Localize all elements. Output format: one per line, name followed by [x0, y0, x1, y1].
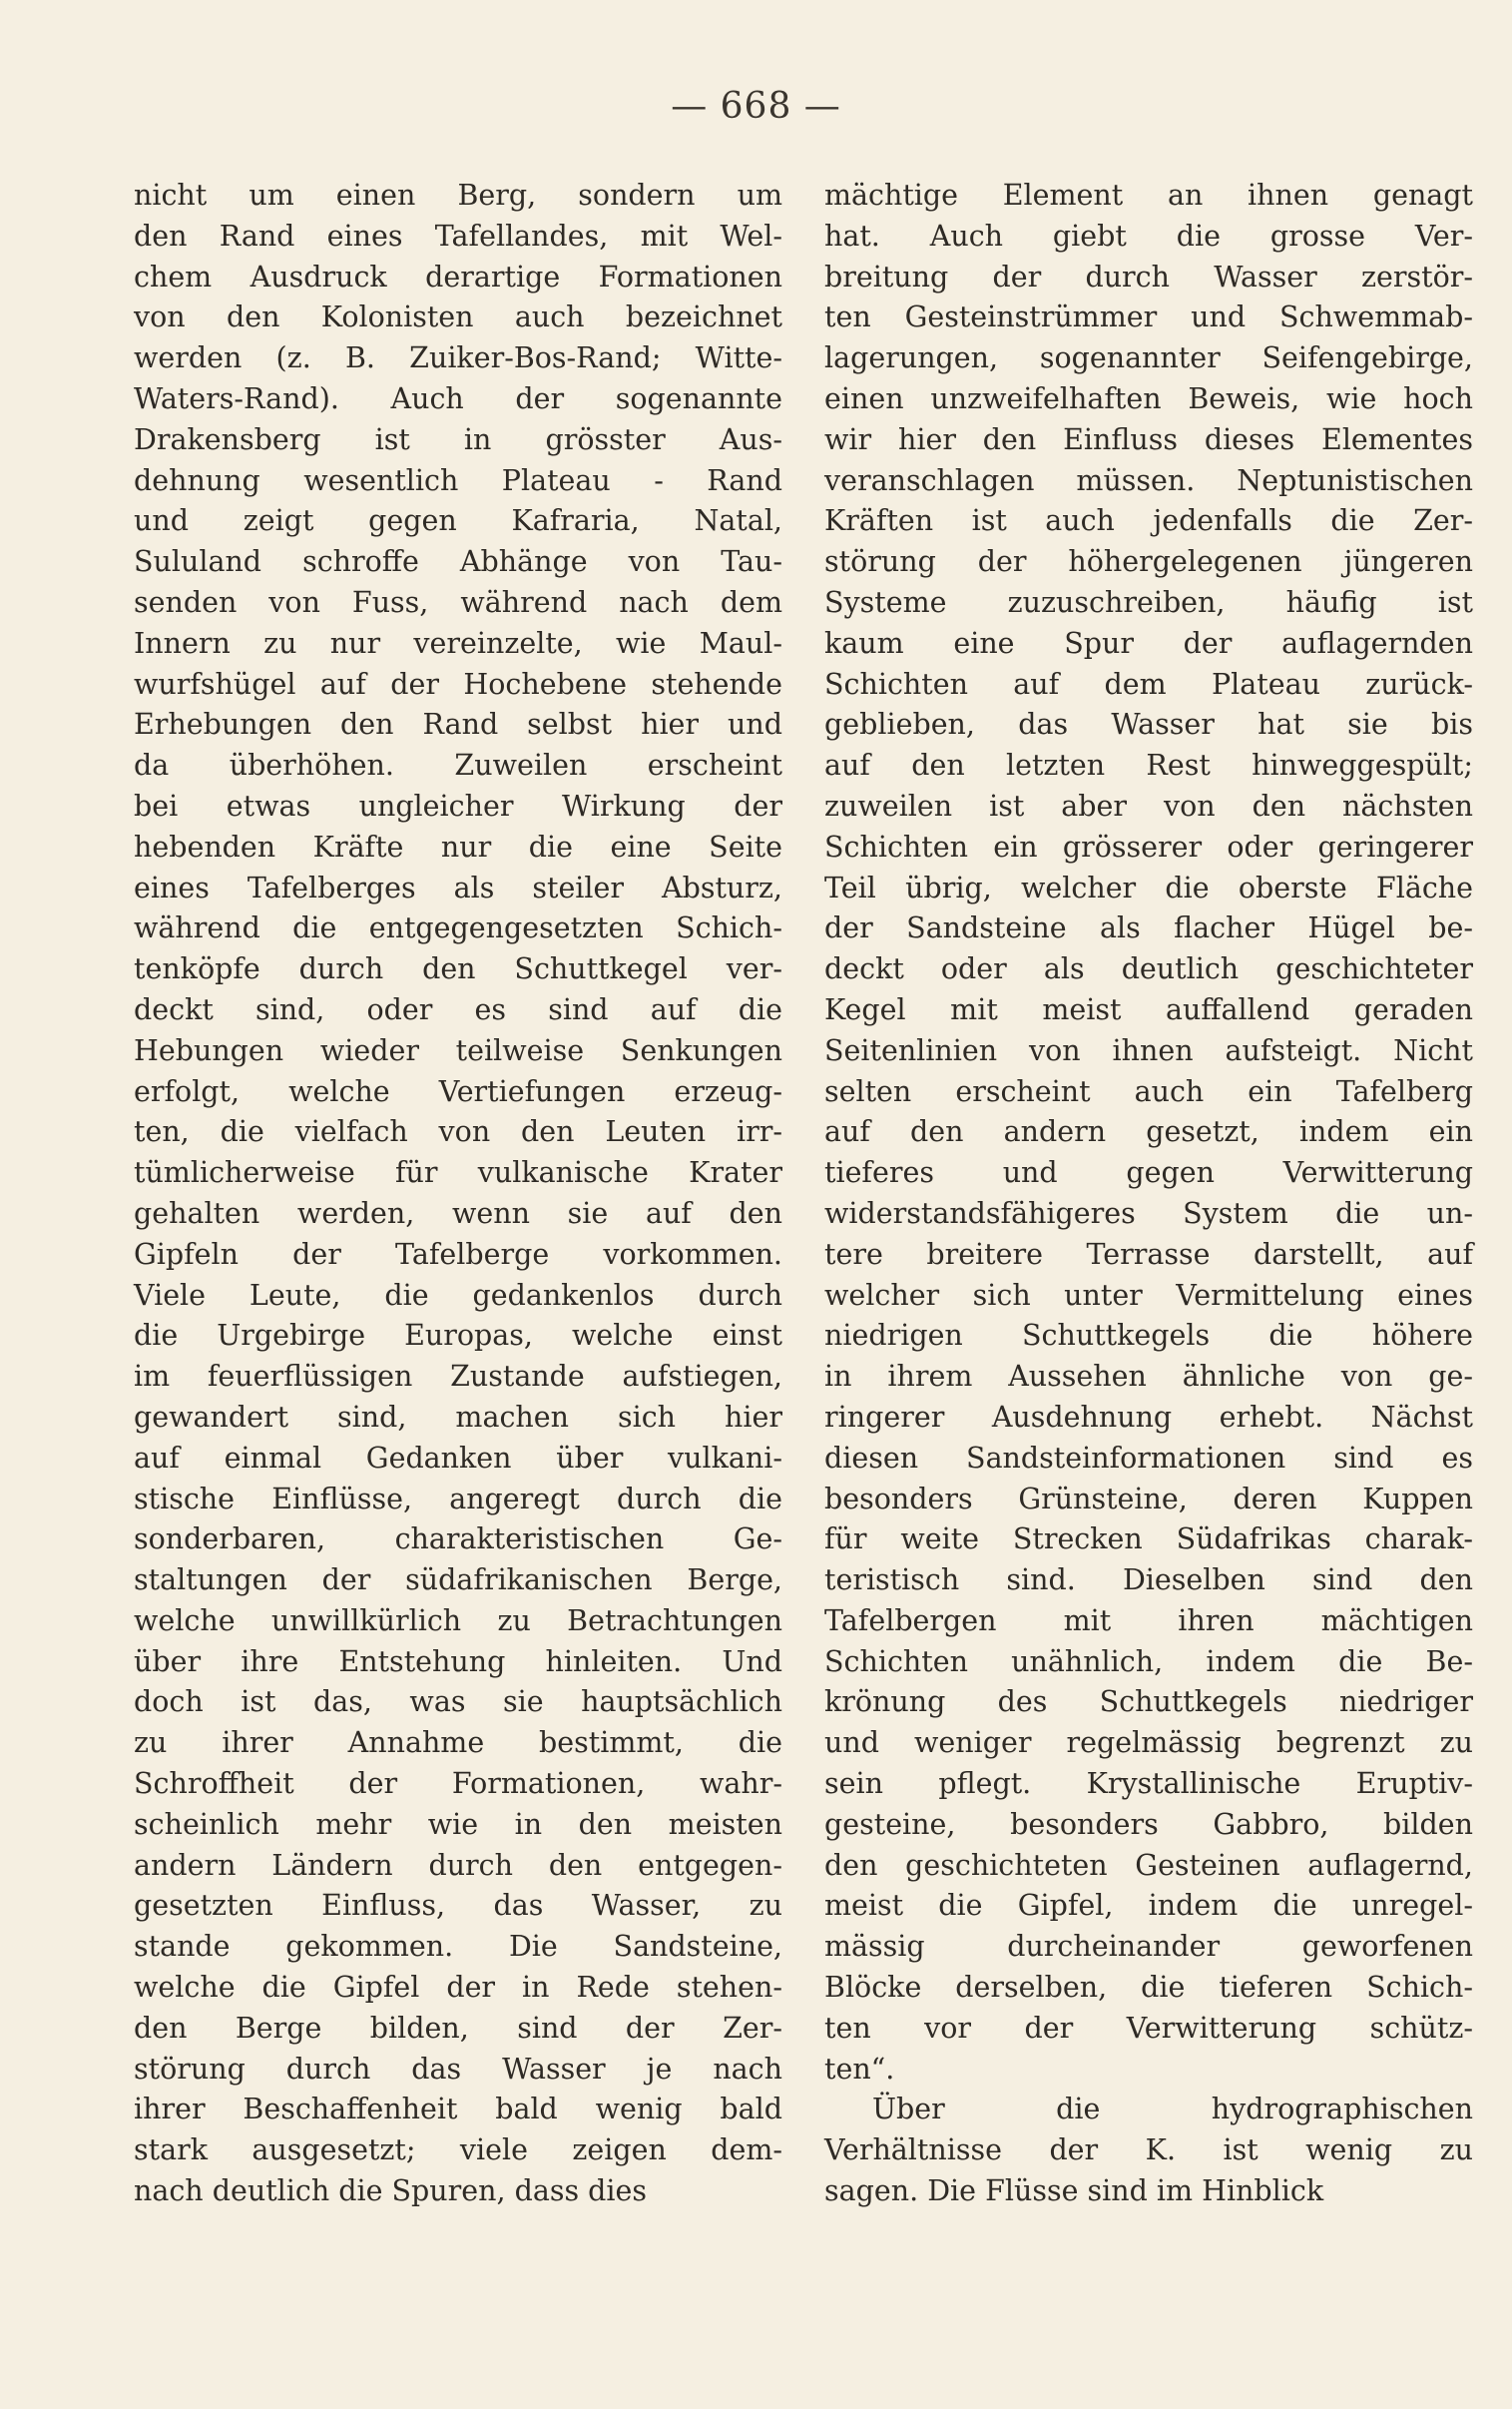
text-line: widerstandsfähigeres System die un-	[824, 1196, 1473, 1230]
text-line: Teil übrig, welcher die oberste Fläche	[824, 871, 1473, 904]
text-line: scheinlich mehr wie in den meisten	[134, 1807, 782, 1841]
text-line: Schroffheit der Formationen, wahr-	[134, 1767, 782, 1801]
text-line: da überhöhen. Zuweilen erscheint	[134, 749, 782, 783]
text-line: ten“.	[824, 2052, 895, 2086]
text-line: den Berge bilden, sind der Zer-	[134, 2011, 782, 2045]
text-column-right	[824, 176, 1473, 2212]
text-line: staltungen der südafrikanischen Berge,	[134, 1563, 782, 1597]
text-line: den Rand eines Tafellandes, mit Wel-	[134, 219, 782, 253]
text-line: den geschichteten Gesteinen auflagernd,	[824, 1848, 1473, 1882]
text-line: gewandert sind, machen sich hier	[134, 1400, 782, 1434]
text-line: Gipfeln der Tafelberge vorkommen.	[134, 1237, 782, 1271]
text-line: welche die Gipfel der in Rede stehen-	[134, 1971, 782, 2005]
text-line: senden von Fuss, während nach dem	[134, 585, 782, 619]
text-line: welcher sich unter Vermittelung eines	[824, 1278, 1473, 1312]
text-line: zuweilen ist aber von den nächsten	[824, 789, 1473, 823]
text-line: Über die hydrographischen	[872, 2093, 1473, 2126]
text-line: über ihre Entstehung hinleiten. Und	[134, 1644, 782, 1678]
text-line: doch ist das, was sie hauptsächlich	[134, 1685, 782, 1719]
text-line: chem Ausdruck derartige Formationen	[134, 260, 782, 294]
text-line: mässig durcheinander geworfenen	[824, 1930, 1473, 1964]
text-line: Seitenlinien von ihnen aufsteigt. Nicht	[824, 1033, 1473, 1067]
text-line: ihrer Beschaffenheit bald wenig bald	[134, 2093, 782, 2126]
text-line: Viele Leute, die gedankenlos durch	[134, 1278, 782, 1312]
text-line: Schichten auf dem Plateau zurück-	[824, 667, 1473, 701]
text-line: Sululand schroffe Abhänge von Tau-	[134, 545, 782, 579]
text-line: Hebungen wieder teilweise Senkungen	[134, 1033, 782, 1067]
text-line: deckt sind, oder es sind auf die	[134, 992, 782, 1026]
text-line: Schichten ein grösserer oder geringerer	[824, 830, 1473, 864]
text-line: stark ausgesetzt; viele zeigen dem-	[134, 2133, 782, 2167]
text-line: krönung des Schuttkegels niedriger	[824, 1685, 1473, 1719]
text-line: während die entgegengesetzten Schich-	[134, 911, 782, 945]
text-line: Verhältnisse der K. ist wenig zu	[824, 2133, 1473, 2167]
text-line: hat. Auch giebt die grosse Ver-	[824, 219, 1473, 253]
text-line: welche unwillkürlich zu Betrachtungen	[134, 1603, 782, 1637]
text-line: besonders Grünsteine, deren Kuppen	[824, 1482, 1473, 1515]
text-line: deckt oder als deutlich geschichteter	[824, 952, 1473, 986]
text-line: ringerer Ausdehnung erhebt. Nächst	[824, 1400, 1473, 1434]
text-line: Drakensberg ist in grösster Aus-	[134, 422, 782, 456]
text-line: störung durch das Wasser je nach	[134, 2052, 782, 2086]
text-line: nicht um einen Berg, sondern um	[134, 179, 782, 212]
text-line: und weniger regelmässig begrenzt zu	[824, 1726, 1473, 1760]
text-line: lagerungen, sogenannter Seifengebirge,	[824, 341, 1473, 375]
text-line: für weite Strecken Südafrikas charak-	[824, 1522, 1473, 1556]
text-line: selten erscheint auch ein Tafelberg	[824, 1074, 1473, 1108]
text-line: und zeigt gegen Kafraria, Natal,	[134, 504, 782, 538]
text-line: gesteine, besonders Gabbro, bilden	[824, 1807, 1473, 1841]
text-line: diesen Sandsteinformationen sind es	[824, 1441, 1473, 1475]
text-line: Schichten unähnlich, indem die Be-	[824, 1644, 1473, 1678]
text-line: niedrigen Schuttkegels die höhere	[824, 1319, 1473, 1353]
text-line: geblieben, das Wasser hat sie bis	[824, 708, 1473, 742]
text-line: sein pflegt. Krystallinische Eruptiv-	[824, 1767, 1473, 1801]
text-line: erfolgt, welche Vertiefungen erzeug-	[134, 1074, 782, 1108]
text-line: tenköpfe durch den Schuttkegel ver-	[134, 952, 782, 986]
text-line: sagen. Die Flüsse sind im Hinblick	[824, 2174, 1324, 2208]
text-line: veranschlagen müssen. Neptunistischen	[824, 463, 1473, 497]
text-line: tieferes und gegen Verwitterung	[824, 1156, 1473, 1190]
text-line: andern Ländern durch den entgegen-	[134, 1848, 782, 1882]
text-line: Kegel mit meist auffallend geraden	[824, 992, 1473, 1026]
text-line: einen unzweifelhaften Beweis, wie hoch	[824, 381, 1473, 415]
text-line: von den Kolonisten auch bezeichnet	[134, 301, 782, 334]
text-line: werden (z. B. Zuiker-Bos-Rand; Witte-	[134, 341, 782, 375]
text-line: auf einmal Gedanken über vulkani-	[134, 1441, 782, 1475]
text-line: breitung der durch Wasser zerstör-	[824, 260, 1473, 294]
text-line: tümlicherweise für vulkanische Krater	[134, 1156, 782, 1190]
text-line: Systeme zuzuschreiben, häufig ist	[824, 585, 1473, 619]
text-line: wurfshügel auf der Hochebene stehende	[134, 667, 782, 701]
text-line: in ihrem Aussehen ähnliche von ge-	[824, 1360, 1473, 1394]
text-line: tere breitere Terrasse darstellt, auf	[824, 1237, 1473, 1271]
text-line: zu ihrer Annahme bestimmt, die	[134, 1726, 782, 1760]
text-line: ten Gesteinstrümmer und Schwemmab-	[824, 301, 1473, 334]
page-number: — 668 —	[671, 86, 841, 127]
text-line: im feuerflüssigen Zustande aufstiegen,	[134, 1360, 782, 1394]
text-line: der Sandsteine als flacher Hügel be-	[824, 911, 1473, 945]
text-line: meist die Gipfel, indem die unregel-	[824, 1889, 1473, 1923]
text-line: sonderbaren, charakteristischen Ge-	[134, 1522, 782, 1556]
text-line: teristisch sind. Dieselben sind den	[824, 1563, 1473, 1597]
text-line: Waters-Rand). Auch der sogenannte	[134, 381, 782, 415]
text-line: nach deutlich die Spuren, dass dies	[134, 2174, 648, 2208]
text-line: Innern zu nur vereinzelte, wie Maul-	[134, 626, 782, 660]
text-line: kaum eine Spur der auflagernden	[824, 626, 1473, 660]
text-line: hebenden Kräfte nur die eine Seite	[134, 830, 782, 864]
text-line: bei etwas ungleicher Wirkung der	[134, 789, 782, 823]
text-line: stande gekommen. Die Sandsteine,	[134, 1930, 782, 1964]
text-line: Erhebungen den Rand selbst hier und	[134, 708, 782, 742]
text-line: ten, die vielfach von den Leuten irr-	[134, 1115, 782, 1149]
text-line: die Urgebirge Europas, welche einst	[134, 1319, 782, 1353]
text-line: gesetzten Einfluss, das Wasser, zu	[134, 1889, 782, 1923]
text-line: eines Tafelberges als steiler Absturz,	[134, 871, 782, 904]
text-column-left	[134, 176, 782, 2212]
text-line: dehnung wesentlich Plateau - Rand	[134, 463, 782, 497]
text-line: mächtige Element an ihnen genagt	[824, 179, 1473, 212]
text-line: wir hier den Einfluss dieses Elementes	[824, 422, 1473, 456]
text-line: ten vor der Verwitterung schütz-	[824, 2011, 1473, 2045]
text-line: Kräften ist auch jedenfalls die Zer-	[824, 504, 1473, 538]
text-line: auf den andern gesetzt, indem ein	[824, 1115, 1473, 1149]
text-line: Blöcke derselben, die tieferen Schich-	[824, 1971, 1473, 2005]
text-line: Tafelbergen mit ihren mächtigen	[824, 1603, 1473, 1637]
text-line: auf den letzten Rest hinweggespült;	[824, 749, 1473, 783]
text-line: gehalten werden, wenn sie auf den	[134, 1196, 782, 1230]
text-line: stische Einflüsse, angeregt durch die	[134, 1482, 782, 1515]
text-line: störung der höhergelegenen jüngeren	[824, 545, 1473, 579]
